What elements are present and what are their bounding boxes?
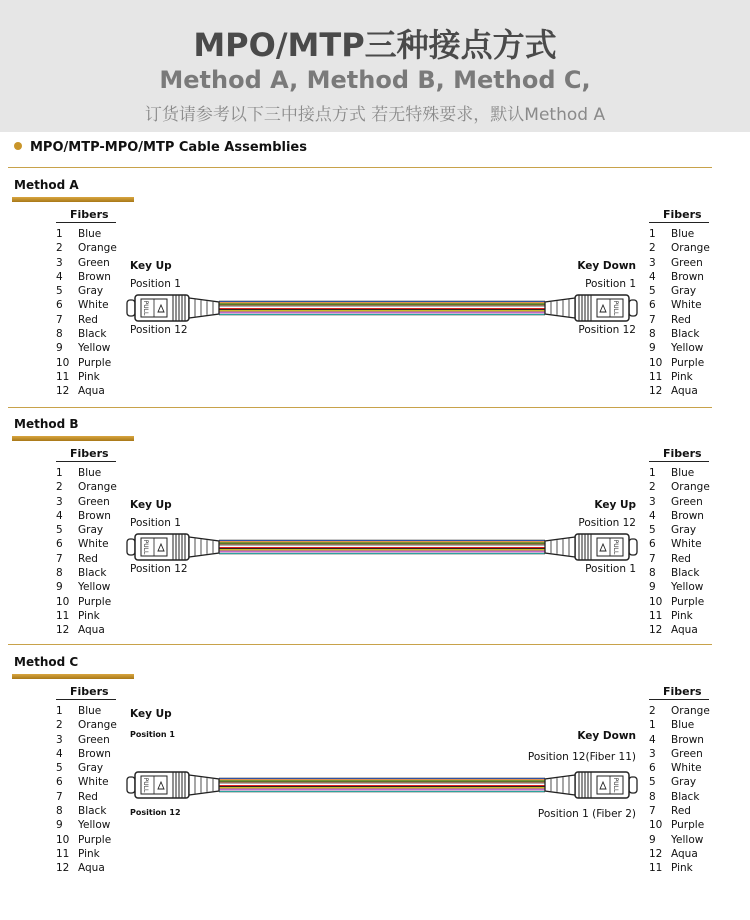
- fiber-row: [649, 327, 710, 341]
- fiber-color: Blue: [671, 467, 695, 479]
- fiber-row: [56, 341, 117, 355]
- method-underline: [12, 674, 134, 679]
- fiber-row: [649, 775, 710, 789]
- fiber-row: [56, 833, 117, 847]
- fiber-cable-drawing: [122, 765, 642, 805]
- left-bottom-position: Position 12: [130, 808, 181, 817]
- fiber-row: [649, 480, 710, 494]
- svg-text:PULL: PULL: [612, 300, 619, 316]
- fiber-color: Gray: [78, 285, 104, 298]
- fiber-color: Orange: [671, 242, 710, 255]
- fiber-row: [649, 466, 710, 480]
- fiber-row: [56, 370, 117, 384]
- fiber-color: White: [78, 776, 109, 789]
- fiber-number: 10: [56, 595, 70, 608]
- fiber-row: [649, 747, 710, 761]
- fiber-number: 12: [649, 624, 663, 637]
- fiber-row: [649, 270, 710, 284]
- mpo-connector-icon: [127, 534, 219, 560]
- right-top-position: Position 1: [585, 278, 636, 290]
- fiber-row: [649, 609, 710, 623]
- fiber-number: 7: [649, 552, 656, 565]
- fiber-row: [649, 509, 710, 523]
- fiber-row: [649, 733, 710, 747]
- fiber-row: [649, 833, 710, 847]
- fiber-number: 1: [649, 228, 656, 240]
- fiber-color: Blue: [78, 467, 102, 479]
- fiber-color: Orange: [78, 481, 117, 494]
- fiber-row: [649, 704, 710, 718]
- fiber-row: [649, 818, 710, 832]
- fiber-number: 3: [56, 256, 63, 269]
- fiber-color: Black: [78, 567, 107, 580]
- fiber-number: 3: [649, 495, 656, 508]
- fiber-color: Black: [671, 567, 700, 580]
- right-fiber-list: [649, 685, 710, 876]
- fiber-number: 9: [649, 342, 656, 355]
- fiber-number: 10: [56, 356, 70, 369]
- fiber-number: 5: [56, 524, 63, 537]
- fiber-number: 6: [56, 776, 63, 789]
- left-top-position: Position 1: [130, 517, 181, 529]
- fiber-number: 1: [649, 719, 656, 732]
- fiber-number: 2: [649, 481, 656, 494]
- fiber-number: 6: [56, 299, 63, 312]
- fiber-number: 9: [649, 581, 656, 594]
- right-bottom-position: Position 1 (Fiber 2): [537, 808, 636, 820]
- fiber-number: 4: [649, 270, 656, 283]
- order-note: 订货请参考以下三中接点方式 若无特殊要求，默认Method A: [144, 105, 606, 125]
- fiber-color: Green: [78, 733, 110, 746]
- fiber-row: [56, 327, 117, 341]
- fiber-row: [649, 256, 710, 270]
- fiber-color: Brown: [671, 270, 704, 283]
- title-banner: [0, 0, 750, 132]
- fiber-color: Yellow: [78, 581, 111, 594]
- fiber-row: [56, 241, 117, 255]
- fibers-heading: Fibers: [56, 447, 116, 462]
- fiber-color: Pink: [78, 847, 100, 860]
- method-underline: [12, 436, 134, 441]
- method-divider: [8, 644, 712, 645]
- fiber-number: 5: [56, 285, 63, 298]
- right-fiber-list: [649, 208, 710, 399]
- fiber-color: Gray: [671, 776, 697, 789]
- fiber-row: [649, 595, 710, 609]
- fiber-color: Aqua: [671, 624, 698, 637]
- right-key-label: Key Down: [577, 730, 636, 742]
- fiber-color: Black: [78, 328, 107, 341]
- fiber-row: [649, 313, 710, 327]
- fibers-heading: Fibers: [649, 685, 709, 700]
- fiber-number: 4: [649, 733, 656, 746]
- fiber-row: [56, 509, 117, 523]
- section-divider: [8, 167, 712, 168]
- left-top-position: Position 1: [130, 278, 181, 290]
- fiber-number: 11: [56, 847, 70, 860]
- fiber-color: White: [78, 538, 109, 551]
- fiber-number: 5: [649, 285, 656, 298]
- left-top-position: Position 1: [130, 730, 175, 739]
- fiber-row: [56, 523, 117, 537]
- fiber-color: Orange: [78, 719, 117, 732]
- mpo-connector-icon: [545, 295, 637, 321]
- method-a-diagram: [0, 178, 750, 418]
- fiber-number: 7: [649, 313, 656, 326]
- left-fiber-list: [56, 208, 117, 399]
- left-key-label: Key Up: [130, 499, 172, 511]
- fiber-color: Yellow: [671, 581, 704, 594]
- fiber-row: [56, 747, 117, 761]
- fiber-number: 11: [649, 609, 663, 622]
- fiber-number: 12: [56, 385, 70, 398]
- fiber-number: 2: [649, 242, 656, 255]
- fiber-color: Green: [671, 256, 703, 269]
- fiber-number: 5: [649, 776, 656, 789]
- fiber-cable-drawing: [122, 288, 642, 328]
- fiber-row: [649, 580, 710, 594]
- fiber-color: Blue: [78, 228, 102, 240]
- fiber-number: 6: [56, 538, 63, 551]
- left-fiber-list: [56, 685, 117, 876]
- fiber-color: Green: [78, 495, 110, 508]
- method-divider: [8, 407, 712, 408]
- right-fiber-list: [649, 447, 710, 638]
- fiber-number: 7: [56, 790, 63, 803]
- fiber-row: [649, 341, 710, 355]
- fiber-row: [649, 804, 710, 818]
- fiber-color: Purple: [671, 356, 705, 369]
- fiber-color: Brown: [78, 509, 111, 522]
- fiber-row: [56, 718, 117, 732]
- fiber-color: White: [78, 299, 109, 312]
- fiber-color: Pink: [671, 862, 693, 875]
- fiber-number: 11: [649, 862, 663, 875]
- fiber-color: Brown: [671, 733, 704, 746]
- mpo-connector-icon: [545, 534, 637, 560]
- right-top-position: Position 12: [578, 517, 636, 529]
- fiber-number: 2: [56, 719, 63, 732]
- fiber-color: Purple: [671, 595, 705, 608]
- left-fiber-list: [56, 447, 117, 638]
- fiber-number: 8: [56, 805, 63, 818]
- fiber-color: Blue: [78, 705, 102, 717]
- fiber-row: [56, 270, 117, 284]
- page-title: MPO/MTP三种接点方式: [193, 26, 557, 64]
- fiber-color: White: [671, 299, 702, 312]
- left-bottom-position: Position 12: [130, 563, 188, 575]
- fiber-number: 5: [56, 762, 63, 775]
- fiber-color: Black: [671, 790, 700, 803]
- fiber-row: [56, 623, 117, 637]
- fiber-number: 9: [56, 819, 63, 832]
- fiber-color: Purple: [78, 595, 112, 608]
- fiber-number: 1: [56, 705, 63, 717]
- fiber-color: Red: [78, 790, 98, 803]
- fiber-row: [56, 495, 117, 509]
- section-header-label: MPO/MTP-MPO/MTP Cable Assemblies: [30, 140, 307, 155]
- fiber-row: [649, 227, 710, 241]
- fiber-color: White: [671, 762, 702, 775]
- fiber-color: Red: [671, 313, 691, 326]
- fiber-color: Pink: [78, 370, 100, 383]
- fiber-number: 2: [56, 481, 63, 494]
- left-key-label: Key Up: [130, 260, 172, 272]
- fiber-color: Brown: [671, 509, 704, 522]
- left-bottom-position: Position 12: [130, 324, 188, 336]
- fiber-color: Yellow: [671, 833, 704, 846]
- method-title: Method C: [14, 655, 79, 669]
- fiber-color: Gray: [671, 524, 697, 537]
- fiber-color: Purple: [78, 833, 112, 846]
- fiber-number: 9: [56, 342, 63, 355]
- fiber-color: Yellow: [671, 342, 704, 355]
- fiber-row: [56, 818, 117, 832]
- fiber-number: 12: [56, 624, 70, 637]
- svg-text:PULL: PULL: [142, 300, 149, 316]
- fiber-row: [56, 790, 117, 804]
- fiber-row: [56, 480, 117, 494]
- fiber-color: Red: [671, 805, 691, 818]
- fiber-number: 1: [56, 228, 63, 240]
- mpo-connector-icon: [545, 772, 637, 798]
- fiber-color: Pink: [671, 609, 693, 622]
- mpo-connector-icon: [127, 295, 219, 321]
- fiber-row: [56, 761, 117, 775]
- fiber-row: [56, 595, 117, 609]
- fiber-row: [649, 718, 710, 732]
- fiber-row: [56, 384, 117, 398]
- fiber-row: [649, 552, 710, 566]
- fiber-number: 10: [649, 819, 663, 832]
- fiber-number: 4: [56, 270, 63, 283]
- method-b-diagram: [0, 417, 750, 657]
- fiber-color: Orange: [671, 705, 710, 717]
- fiber-row: [56, 256, 117, 270]
- right-key-label: Key Up: [594, 499, 636, 511]
- fiber-row: [649, 284, 710, 298]
- fiber-color: Blue: [671, 719, 695, 732]
- fiber-color: Green: [671, 747, 703, 760]
- svg-text:PULL: PULL: [142, 539, 149, 555]
- fiber-row: [649, 495, 710, 509]
- fiber-number: 2: [56, 242, 63, 255]
- fiber-row: [649, 623, 710, 637]
- fiber-number: 4: [649, 509, 656, 522]
- fiber-color: Gray: [78, 762, 104, 775]
- fiber-row: [56, 775, 117, 789]
- fiber-number: 11: [56, 609, 70, 622]
- fiber-color: Orange: [671, 481, 710, 494]
- method-title: Method A: [14, 178, 79, 192]
- fiber-row: [56, 733, 117, 747]
- fiber-number: 5: [649, 524, 656, 537]
- right-key-label: Key Down: [577, 260, 636, 272]
- fiber-number: 10: [649, 356, 663, 369]
- fiber-number: 11: [649, 370, 663, 383]
- fiber-number: 6: [649, 299, 656, 312]
- fiber-number: 6: [649, 762, 656, 775]
- fiber-number: 1: [56, 467, 63, 479]
- fibers-heading: Fibers: [56, 685, 116, 700]
- fiber-color: Red: [78, 313, 98, 326]
- fiber-color: Aqua: [78, 862, 105, 875]
- fibers-heading: Fibers: [56, 208, 116, 223]
- fiber-number: 8: [649, 567, 656, 580]
- fiber-color: Aqua: [78, 624, 105, 637]
- fiber-cable-drawing: [122, 527, 642, 567]
- fiber-row: [56, 466, 117, 480]
- fiber-number: 2: [649, 705, 656, 717]
- fiber-row: [56, 861, 117, 875]
- fiber-row: [56, 847, 117, 861]
- fiber-color: Black: [78, 805, 107, 818]
- fiber-row: [56, 537, 117, 551]
- fiber-number: 3: [649, 747, 656, 760]
- fiber-number: 11: [56, 370, 70, 383]
- fiber-number: 7: [56, 552, 63, 565]
- fiber-number: 3: [56, 495, 63, 508]
- fiber-row: [649, 384, 710, 398]
- fiber-color: Yellow: [78, 819, 111, 832]
- fiber-row: [649, 356, 710, 370]
- fiber-row: [56, 580, 117, 594]
- fiber-number: 9: [649, 833, 656, 846]
- fiber-row: [56, 313, 117, 327]
- fiber-row: [56, 552, 117, 566]
- svg-text:PULL: PULL: [612, 539, 619, 555]
- fiber-color: Pink: [78, 609, 100, 622]
- fiber-number: 3: [649, 256, 656, 269]
- fiber-number: 12: [649, 385, 663, 398]
- fiber-number: 10: [649, 595, 663, 608]
- fiber-row: [649, 241, 710, 255]
- fiber-color: Purple: [78, 356, 112, 369]
- fiber-row: [56, 298, 117, 312]
- method-title: Method B: [14, 417, 79, 431]
- fiber-number: 4: [56, 747, 63, 760]
- fiber-row: [56, 804, 117, 818]
- right-bottom-position: Position 12: [578, 324, 636, 336]
- fiber-row: [649, 523, 710, 537]
- fiber-row: [649, 298, 710, 312]
- fiber-color: Gray: [671, 285, 697, 298]
- fiber-row: [56, 609, 117, 623]
- fiber-color: Brown: [78, 270, 111, 283]
- method-underline: [12, 197, 134, 202]
- fiber-color: White: [671, 538, 702, 551]
- fiber-row: [649, 761, 710, 775]
- fiber-row: [56, 227, 117, 241]
- fiber-number: 12: [56, 862, 70, 875]
- fiber-row: [649, 790, 710, 804]
- fibers-heading: Fibers: [649, 447, 709, 462]
- fiber-row: [649, 861, 710, 875]
- method-list-subtitle: Method A, Method B, Method C,: [159, 66, 591, 94]
- fiber-color: Pink: [671, 370, 693, 383]
- fiber-color: Green: [671, 495, 703, 508]
- fiber-row: [56, 284, 117, 298]
- fiber-number: 12: [649, 847, 663, 860]
- section-header: [14, 140, 307, 155]
- fiber-color: Aqua: [78, 385, 105, 398]
- right-top-position: Position 12(Fiber 11): [527, 751, 636, 763]
- bullet-dot-icon: [14, 142, 22, 150]
- fiber-row: [649, 537, 710, 551]
- fiber-color: Blue: [671, 228, 695, 240]
- fiber-color: Red: [78, 552, 98, 565]
- fibers-heading: Fibers: [649, 208, 709, 223]
- fiber-number: 8: [56, 328, 63, 341]
- fiber-row: [56, 356, 117, 370]
- fiber-number: 8: [56, 567, 63, 580]
- right-bottom-position: Position 1: [585, 563, 636, 575]
- fiber-row: [649, 566, 710, 580]
- svg-text:PULL: PULL: [612, 777, 619, 793]
- fiber-number: 3: [56, 733, 63, 746]
- fiber-row: [56, 566, 117, 580]
- fiber-number: 1: [649, 467, 656, 479]
- left-key-label: Key Up: [130, 708, 172, 720]
- fiber-row: [649, 370, 710, 384]
- fiber-number: 8: [649, 790, 656, 803]
- fiber-row: [56, 704, 117, 718]
- fiber-color: Green: [78, 256, 110, 269]
- fiber-color: Black: [671, 328, 700, 341]
- fiber-color: Gray: [78, 524, 104, 537]
- fiber-number: 4: [56, 509, 63, 522]
- fiber-color: Aqua: [671, 847, 698, 860]
- fiber-number: 9: [56, 581, 63, 594]
- fiber-number: 7: [649, 805, 656, 818]
- fiber-number: 7: [56, 313, 63, 326]
- mpo-connector-icon: [127, 772, 219, 798]
- fiber-color: Yellow: [78, 342, 111, 355]
- fiber-row: [649, 847, 710, 861]
- fiber-color: Aqua: [671, 385, 698, 398]
- method-c-diagram: [0, 655, 750, 895]
- fiber-color: Red: [671, 552, 691, 565]
- fiber-color: Brown: [78, 747, 111, 760]
- fiber-color: Purple: [671, 819, 705, 832]
- fiber-number: 10: [56, 833, 70, 846]
- fiber-color: Orange: [78, 242, 117, 255]
- svg-text:PULL: PULL: [142, 777, 149, 793]
- fiber-number: 6: [649, 538, 656, 551]
- fiber-number: 8: [649, 328, 656, 341]
